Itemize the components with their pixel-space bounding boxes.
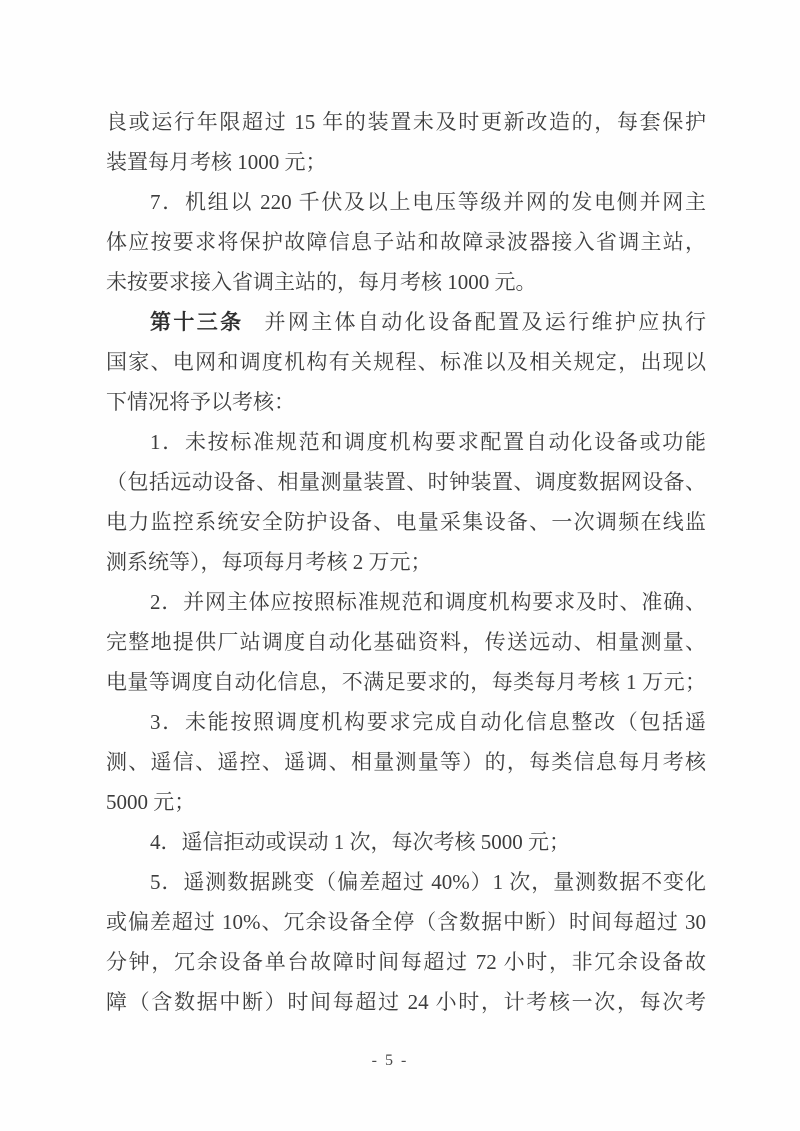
document-line: 装置每月考核 1000 元； — [106, 150, 327, 174]
article-number-bold: 第十三条 — [150, 310, 244, 334]
document-line: 5．遥测数据跳变（偏差超过 40%）1 次，量测数据不变化 — [150, 870, 706, 894]
document-line: 体应按要求将保护故障信息子站和故障录波器接入省调主站， — [106, 230, 706, 254]
document-line — [106, 302, 706, 342]
document-line: 完整地提供厂站调度自动化基础资料，传送远动、相量测量、 — [106, 630, 706, 654]
document-line: 3．未能按照调度机构要求完成自动化信息整改（包括遥 — [150, 710, 706, 734]
document-line: 未按要求接入省调主站的，每月考核 1000 元。 — [106, 270, 537, 294]
document-line: 电力监控系统安全防护设备、电量采集设备、一次调频在线监 — [106, 510, 706, 534]
document-body — [106, 102, 706, 1022]
document-line: 7．机组以 220 千伏及以上电压等级并网的发电侧并网主 — [150, 190, 706, 214]
page-number: - 5 - — [371, 1052, 409, 1069]
document-line: 或偏差超过 10%、冗余设备全停（含数据中断）时间每超过 30 — [106, 910, 706, 934]
document-line: 4．遥信拒动或误动 1 次，每次考核 5000 元； — [150, 830, 570, 854]
document-line: 障（含数据中断）时间每超过 24 小时，计考核一次，每次考 — [106, 990, 706, 1014]
line-text: 并网主体自动化设备配置及运行维护应执行 — [264, 310, 706, 334]
document-line: 电量等调度自动化信息，不满足要求的，每类每月考核 1 万元； — [106, 670, 706, 694]
document-line: 下情况将予以考核： — [106, 390, 295, 414]
document-line: 分钟，冗余设备单台故障时间每超过 72 小时，非冗余设备故 — [106, 950, 706, 974]
document-line: 测、遥信、遥控、遥调、相量测量等）的，每类信息每月考核 — [106, 750, 706, 774]
document-line: 1．未按标准规范和调度机构要求配置自动化设备或功能 — [150, 430, 706, 454]
document-line: 国家、电网和调度机构有关规程、标准以及相关规定，出现以 — [106, 350, 706, 374]
page-footer — [0, 1052, 780, 1070]
document-line: 良或运行年限超过 15 年的装置未及时更新改造的，每套保护 — [106, 110, 706, 134]
document-line: 2．并网主体应按照标准规范和调度机构要求及时、准确、 — [150, 590, 706, 614]
document-line: （包括远动设备、相量测量装置、时钟装置、调度数据网设备、 — [106, 470, 706, 494]
document-line: 5000 元； — [106, 790, 196, 814]
document-line: 测系统等），每项每月考核 2 万元； — [106, 550, 432, 574]
